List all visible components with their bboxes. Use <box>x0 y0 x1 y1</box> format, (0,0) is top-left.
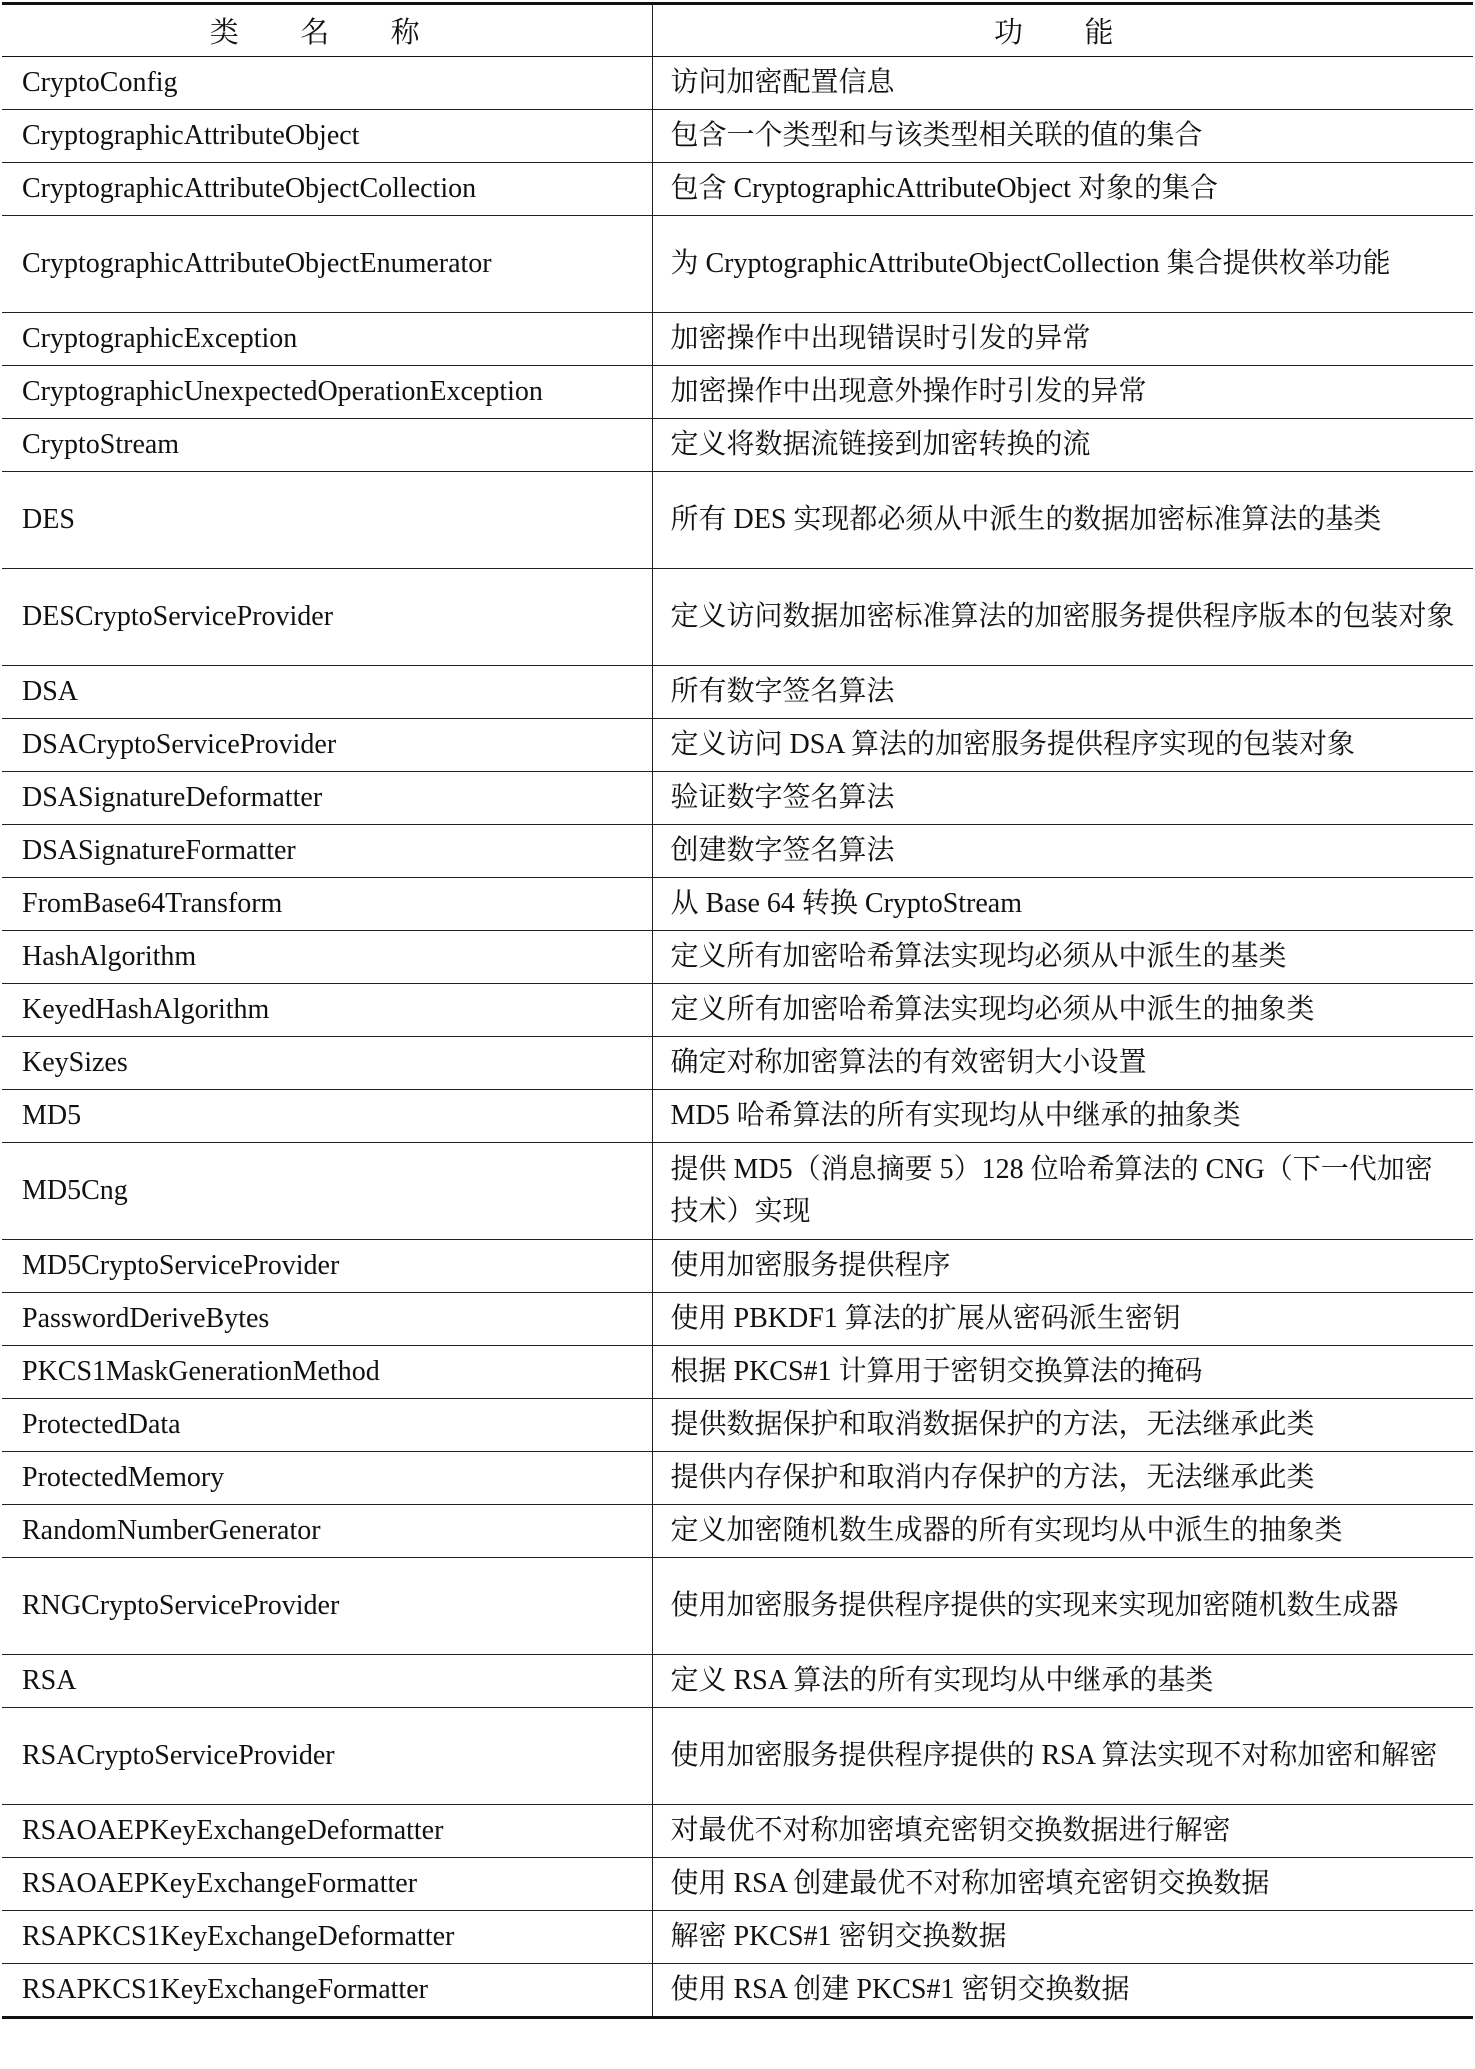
function-cell: 包含一个类型和与该类型相关联的值的集合 <box>652 110 1473 163</box>
table-row <box>2 1708 1473 1805</box>
class-name-cell: DESCryptoServiceProvider <box>2 569 652 666</box>
table-row <box>2 419 1473 472</box>
function-cell: 加密操作中出现意外操作时引发的异常 <box>652 366 1473 419</box>
table-row <box>2 1037 1473 1090</box>
class-name-cell: MD5CryptoServiceProvider <box>2 1240 652 1293</box>
table-row <box>2 110 1473 163</box>
function-cell: 定义所有加密哈希算法实现均必须从中派生的基类 <box>652 931 1473 984</box>
function-cell: 提供内存保护和取消内存保护的方法，无法继承此类 <box>652 1452 1473 1505</box>
table-row <box>2 772 1473 825</box>
class-name-cell: DSA <box>2 666 652 719</box>
function-cell: 使用加密服务提供程序提供的 RSA 算法实现不对称加密和解密 <box>652 1708 1473 1805</box>
class-name-cell: RNGCryptoServiceProvider <box>2 1558 652 1655</box>
table-row <box>2 1964 1473 2018</box>
class-table <box>2 2 1473 2019</box>
class-name-cell: CryptoStream <box>2 419 652 472</box>
function-cell: 提供数据保护和取消数据保护的方法，无法继承此类 <box>652 1399 1473 1452</box>
class-name-cell: RSAPKCS1KeyExchangeDeformatter <box>2 1911 652 1964</box>
function-cell: 验证数字签名算法 <box>652 772 1473 825</box>
function-cell: MD5 哈希算法的所有实现均从中继承的抽象类 <box>652 1090 1473 1143</box>
table-row <box>2 719 1473 772</box>
table-row <box>2 984 1473 1037</box>
function-cell: 确定对称加密算法的有效密钥大小设置 <box>652 1037 1473 1090</box>
table-header <box>2 4 1473 57</box>
table-row <box>2 57 1473 110</box>
header-class-name: 类 名 称 <box>2 4 652 57</box>
table-row <box>2 1505 1473 1558</box>
table-row <box>2 1911 1473 1964</box>
class-name-cell: RSAOAEPKeyExchangeDeformatter <box>2 1805 652 1858</box>
table-row <box>2 1346 1473 1399</box>
header-function: 功 能 <box>652 4 1473 57</box>
class-name-cell: RSACryptoServiceProvider <box>2 1708 652 1805</box>
table-row <box>2 1805 1473 1858</box>
class-name-cell: CryptographicException <box>2 313 652 366</box>
table-row <box>2 216 1473 313</box>
header-row <box>2 4 1473 57</box>
function-cell: 使用 PBKDF1 算法的扩展从密码派生密钥 <box>652 1293 1473 1346</box>
class-name-cell: RSAPKCS1KeyExchangeFormatter <box>2 1964 652 2018</box>
function-cell: 定义所有加密哈希算法实现均必须从中派生的抽象类 <box>652 984 1473 1037</box>
class-name-cell: KeyedHashAlgorithm <box>2 984 652 1037</box>
class-name-cell: CryptographicAttributeObjectEnumerator <box>2 216 652 313</box>
table-row <box>2 569 1473 666</box>
table-row <box>2 1293 1473 1346</box>
function-cell: 定义访问数据加密标准算法的加密服务提供程序版本的包装对象 <box>652 569 1473 666</box>
table-row <box>2 1090 1473 1143</box>
function-cell: 定义加密随机数生成器的所有实现均从中派生的抽象类 <box>652 1505 1473 1558</box>
class-name-cell: MD5Cng <box>2 1143 652 1240</box>
function-cell: 创建数字签名算法 <box>652 825 1473 878</box>
class-name-cell: CryptographicAttributeObject <box>2 110 652 163</box>
class-name-cell: MD5 <box>2 1090 652 1143</box>
class-name-cell: DES <box>2 472 652 569</box>
function-cell: 根据 PKCS#1 计算用于密钥交换算法的掩码 <box>652 1346 1473 1399</box>
function-cell: 使用 RSA 创建 PKCS#1 密钥交换数据 <box>652 1964 1473 2018</box>
function-cell: 加密操作中出现错误时引发的异常 <box>652 313 1473 366</box>
class-name-cell: RSA <box>2 1655 652 1708</box>
table-row <box>2 825 1473 878</box>
class-name-cell: RandomNumberGenerator <box>2 1505 652 1558</box>
class-name-cell: CryptographicAttributeObjectCollection <box>2 163 652 216</box>
table-row <box>2 366 1473 419</box>
function-cell: 所有 DES 实现都必须从中派生的数据加密标准算法的基类 <box>652 472 1473 569</box>
table-row <box>2 163 1473 216</box>
class-name-cell: ProtectedData <box>2 1399 652 1452</box>
function-cell: 解密 PKCS#1 密钥交换数据 <box>652 1911 1473 1964</box>
class-name-cell: DSACryptoServiceProvider <box>2 719 652 772</box>
function-cell: 使用 RSA 创建最优不对称加密填充密钥交换数据 <box>652 1858 1473 1911</box>
function-cell: 为 CryptographicAttributeObjectCollection 集合提供枚举功能 <box>652 216 1473 313</box>
function-cell: 定义将数据流链接到加密转换的流 <box>652 419 1473 472</box>
class-name-cell: DSASignatureFormatter <box>2 825 652 878</box>
class-name-cell: DSASignatureDeformatter <box>2 772 652 825</box>
table-row <box>2 1558 1473 1655</box>
function-cell: 使用加密服务提供程序提供的实现来实现加密随机数生成器 <box>652 1558 1473 1655</box>
table-row <box>2 313 1473 366</box>
class-name-cell: FromBase64Transform <box>2 878 652 931</box>
class-name-cell: KeySizes <box>2 1037 652 1090</box>
table-body <box>2 57 1473 2018</box>
table-row <box>2 1240 1473 1293</box>
table-row <box>2 472 1473 569</box>
table-row <box>2 931 1473 984</box>
table-row <box>2 878 1473 931</box>
function-cell: 包含 CryptographicAttributeObject 对象的集合 <box>652 163 1473 216</box>
class-name-cell: CryptoConfig <box>2 57 652 110</box>
function-cell: 对最优不对称加密填充密钥交换数据进行解密 <box>652 1805 1473 1858</box>
function-cell: 所有数字签名算法 <box>652 666 1473 719</box>
class-name-cell: PKCS1MaskGenerationMethod <box>2 1346 652 1399</box>
table-row <box>2 1452 1473 1505</box>
table-row <box>2 1143 1473 1240</box>
table-row <box>2 1655 1473 1708</box>
function-cell: 从 Base 64 转换 CryptoStream <box>652 878 1473 931</box>
table-row <box>2 1858 1473 1911</box>
function-cell: 使用加密服务提供程序 <box>652 1240 1473 1293</box>
function-cell: 提供 MD5（消息摘要 5）128 位哈希算法的 CNG（下一代加密技术）实现 <box>652 1143 1473 1240</box>
function-cell: 定义访问 DSA 算法的加密服务提供程序实现的包装对象 <box>652 719 1473 772</box>
class-name-cell: PasswordDeriveBytes <box>2 1293 652 1346</box>
class-name-cell: HashAlgorithm <box>2 931 652 984</box>
class-name-cell: ProtectedMemory <box>2 1452 652 1505</box>
class-name-cell: CryptographicUnexpectedOperationException <box>2 366 652 419</box>
table-row <box>2 666 1473 719</box>
function-cell: 定义 RSA 算法的所有实现均从中继承的基类 <box>652 1655 1473 1708</box>
table-row <box>2 1399 1473 1452</box>
class-name-cell: RSAOAEPKeyExchangeFormatter <box>2 1858 652 1911</box>
function-cell: 访问加密配置信息 <box>652 57 1473 110</box>
